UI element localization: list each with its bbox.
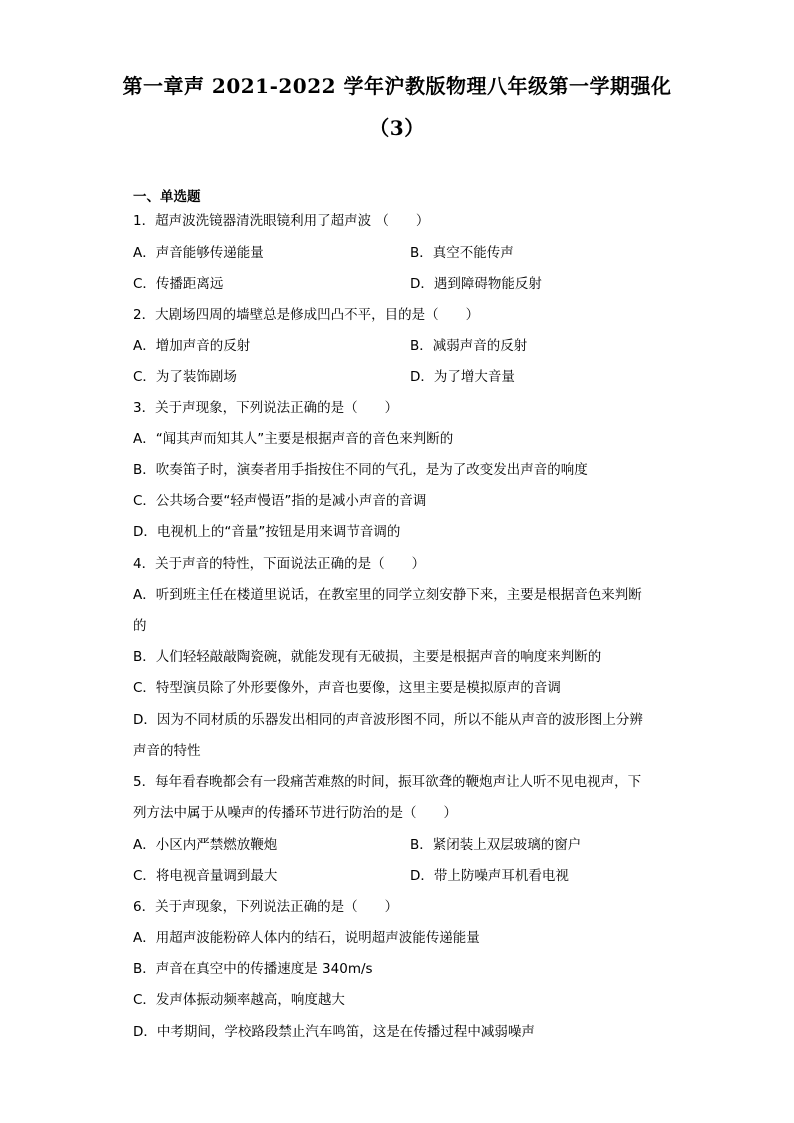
question-3-option-d: D．电视机上的“音量”按钮是用来调节音调的 xyxy=(133,524,401,540)
question-4-stem: 4．关于声音的特性，下面说法正确的是（ ） xyxy=(133,556,426,572)
question-4-option-a: A．听到班主任在楼道里说话，在教室里的同学立刻安静下来，主要是根据音色来判断 xyxy=(133,587,642,603)
question-3-option-a: A．“闻其声而知其人”主要是根据声音的音色来判断的 xyxy=(133,431,454,447)
question-2-option-c: C．为了装饰剧场 xyxy=(133,369,237,385)
question-4-option-a-cont: 的 xyxy=(133,618,147,634)
question-5-option-a: A．小区内严禁燃放鞭炮 xyxy=(133,837,278,853)
question-2-option-a: A．增加声音的反射 xyxy=(133,338,251,354)
question-5-stem-cont: 列方法中属于从噪声的传播环节进行防治的是（ ） xyxy=(133,805,457,821)
question-2-option-b: B．减弱声音的反射 xyxy=(410,338,528,354)
question-1-option-d: D．遇到障碍物能反射 xyxy=(410,276,542,292)
question-2-stem: 2．大剧场四周的墙壁总是修成凹凸不平，目的是（ ） xyxy=(133,307,480,323)
question-4-option-b: B．人们轻轻敲敲陶瓷碗，就能发现有无破损，主要是根据声音的响度来判断的 xyxy=(133,649,602,665)
question-3-option-c: C．公共场合要“轻声慢语”指的是减小声音的音调 xyxy=(133,493,427,509)
question-6-option-c: C．发声体振动频率越高，响度越大 xyxy=(133,992,345,1008)
question-1-option-c: C．传播距离远 xyxy=(133,276,224,292)
question-4-option-d-cont: 声音的特性 xyxy=(133,743,201,759)
section-heading: 一、单选题 xyxy=(133,189,201,205)
question-5-option-d: D．带上防噪声耳机看电视 xyxy=(410,868,569,884)
question-6-option-d: D．中考期间，学校路段禁止汽车鸣笛，这是在传播过程中减弱噪声 xyxy=(133,1024,535,1040)
question-3-stem: 3．关于声现象，下列说法正确的是（ ） xyxy=(133,400,399,416)
question-5-option-b: B．紧闭装上双层玻璃的窗户 xyxy=(410,837,582,853)
question-4-option-d: D．因为不同材质的乐器发出相同的声音波形图不同，所以不能从声音的波形图上分辨 xyxy=(133,712,643,728)
question-1-stem: 1．超声波洗镜器清洗眼镜利用了超声波 （ ） xyxy=(133,213,430,229)
question-5-stem: 5．每年看春晚都会有一段痛苦难熬的时间，振耳欲聋的鞭炮声让人听不见电视声，下 xyxy=(133,774,642,790)
question-2-option-d: D．为了增大音量 xyxy=(410,369,515,385)
question-4-option-c: C．特型演员除了外形要像外，声音也要像，这里主要是模拟原声的音调 xyxy=(133,680,561,696)
page-title-suffix: （3） xyxy=(369,116,425,140)
question-3-option-b: B．吹奏笛子时，演奏者用手指按住不同的气孔，是为了改变发出声音的响度 xyxy=(133,462,588,478)
question-6-option-b: B．声音在真空中的传播速度是 340m/s xyxy=(133,961,373,977)
question-5-option-c: C．将电视音量调到最大 xyxy=(133,868,278,884)
question-6-option-a: A．用超声波能粉碎人体内的结石，说明超声波能传递能量 xyxy=(133,930,480,946)
question-1-option-b: B．真空不能传声 xyxy=(410,245,514,261)
question-1-option-a: A．声音能够传递能量 xyxy=(133,245,264,261)
page-title: 第一章声 2021-2022 学年沪教版物理八年级第一学期强化 xyxy=(122,74,672,98)
question-6-stem: 6．关于声现象，下列说法正确的是（ ） xyxy=(133,899,399,915)
